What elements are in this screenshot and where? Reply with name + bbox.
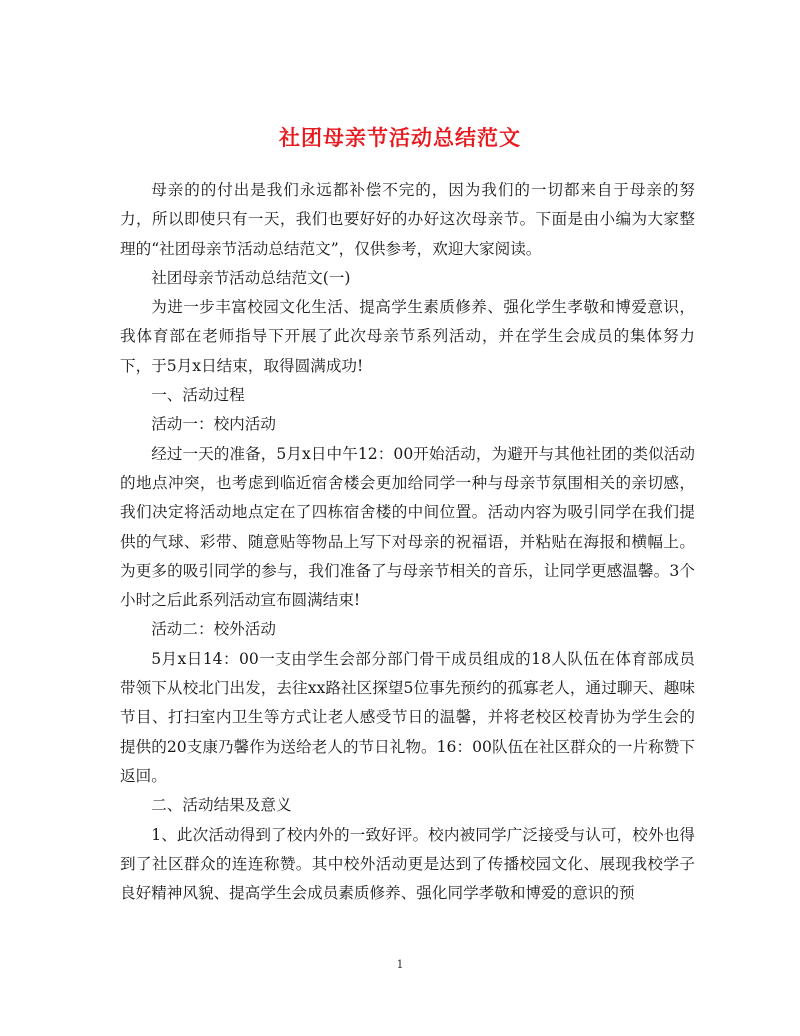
document-body [120, 176, 695, 908]
body-paragraph: 经过一天的准备，5月x日中午12：00开始活动，为避开与其他社团的类似活动的地点冲突，也考虑到临近宿舍楼会更加给同学一种与母亲节氛围相关的亲切感，我们决定将活动地点定在了四栋宿舍楼的中间位置。活动内容为吸引同学在我们提供的气球、彩带、随意贴等物品上写下对母亲的祝福语，并粘贴在海报和横幅上。为更多的吸引同学的参与，我们准备了与母亲节相关的音乐，让同学更感温馨。3个小时之后此系列活动宣布圆满结束! [120, 444, 695, 610]
section-heading-activity-process: 一、活动过程 [151, 386, 245, 405]
body-paragraph: 5月x日14：00一支由学生会部分部门骨干成员组成的18人队伍在体育部成员带领下从校北门出发，去往xx路社区探望5位事先预约的孤寡老人，通过聊天、趣味节目、打扫室内卫生等方式让老人感受节日的温馨，并将老校区校青协为学生会的提供的20支康乃馨作为送给老人的节日礼物。16：00队伍在社区群众的一片称赞下返回。 [120, 649, 695, 785]
body-paragraph: 1、此次活动得到了校内外的一致好评。校内被同学广泛接受与认可，校外也得到了社区群众的连连称赞。其中校外活动更是达到了传播校园文化、展现我校学子良好精神风貌、提高学生会成员素质修养、强化同学孝敬和博爱的意识的预 [120, 825, 695, 903]
body-paragraph: 为进一步丰富校园文化生活、提高学生素质修养、强化学生孝敬和博爱意识，我体育部在老师指导下开展了此次母亲节系列活动，并在学生会成员的集体努力下，于5月x日结束，取得圆满成功! [120, 298, 695, 375]
intro-paragraph: 母亲的的付出是我们永远都补偿不完的，因为我们的一切都来自于母亲的努力，所以即使只有一天，我们也要好好的办好这次母亲节。下面是由小编为大家整理的“社团母亲节活动总结范文”，仅供参考，欢迎大家阅读。 [120, 181, 695, 258]
section-heading-sample-one: 社团母亲节活动总结范文(一) [151, 268, 351, 287]
subheading-activity-one: 活动一：校内活动 [151, 415, 276, 434]
page-number: 1 [396, 958, 404, 971]
subheading-activity-two: 活动二：校外活动 [151, 620, 276, 639]
document-title: 社团母亲节活动总结范文 [279, 125, 521, 151]
section-heading-results: 二、活动结果及意义 [151, 796, 292, 815]
